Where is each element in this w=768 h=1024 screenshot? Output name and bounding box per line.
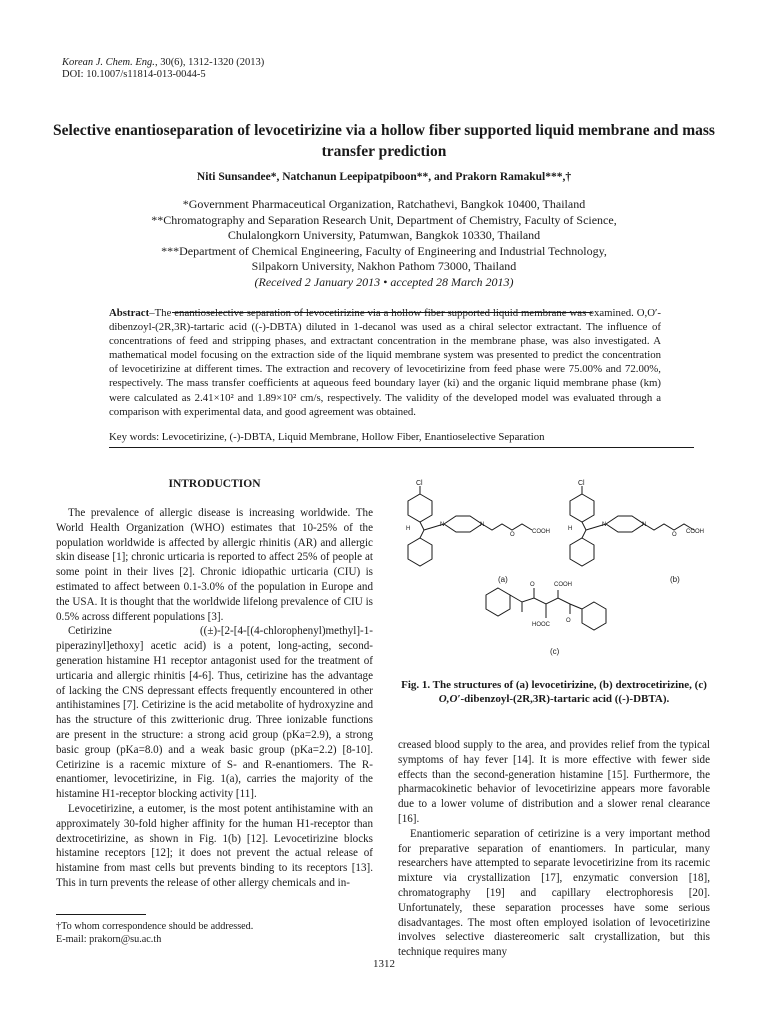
affiliation-line: Silpakorn University, Nakhon Pathom 73000, Thailand — [251, 259, 517, 273]
right-column — [398, 738, 710, 960]
footnote-correspondence: †To whom correspondence should be addressed. — [56, 921, 254, 932]
structure-dextrocetirizine — [570, 486, 694, 566]
affiliation-line: **Chromatography and Separation Research Unit, Department of Chemistry, Faculty of Science, — [151, 212, 617, 227]
caption-prefix: Fig. 1. The structures of (a) levocetirizine, (b) dextrocetirizine, (c) — [401, 679, 707, 691]
cooh-label: COOH — [554, 582, 572, 588]
paragraph: Cetirizine ((±)-[2-[4-[(4-chlorophenyl)methyl]-1-piperazinyl]ethoxy] acetic acid) is a potent, long-acting, second-generation histamine H1 receptor antagonist used for the treatment of urticaria and allergic rhinitis [4-6]. Thus, cetirizine has the advantage of lacking the CNS depressant effects frequently encountered in other antihistamines [7]. Cetirizine is the acid metabolite of hydroxyzine and has the structure of this zwitterionic drug. Three ionizable functions are present in the structure: a strong acid group (pKa=2.9), a strong basic group (pKa=8.0) and a weak basic group (pKa=2.2) [8-10]. Cetirizine is a racemic mixture of S- and R-enantiomers. The R-enantiomer, levocetirizine, in Fig. 1(a), carries the majority of the histamine H1-receptor blocking activity [11]. — [56, 625, 373, 801]
cooh-label: COOH — [532, 529, 550, 535]
figure-caption — [398, 678, 710, 706]
journal-volume: , 30(6), 1312-1320 (2013) — [154, 57, 265, 68]
caption-italic: O,O′ — [438, 693, 461, 705]
panel-b-label: (b) — [670, 575, 680, 584]
panel-c-label: (c) — [550, 647, 560, 656]
hydrogen-label: H — [568, 526, 573, 532]
oxygen-label: O — [530, 582, 535, 588]
cooh-label: COOH — [686, 529, 704, 535]
nitrogen-label: N — [480, 522, 485, 528]
abstract-text: –The enantioselective separation of levocetirizine via a hollow fiber supported liquid membrane was examined. O,O′-dibenzoyl-(2R,3R)-tartaric acid ((-)-DBTA) diluted in 1-decanol was used as a chiral selector extractant. The influence of concentrations of feed and stripping phases, and extractant concentration in the membrane phase, was also investigated. A mathematical model focusing on the extraction side of the liquid membrane system was presented to predict the concentration of levocetirizine at different times. The extraction and recovery of levocetirizine from feed phase were 75.00% and 72.00%, respectively. The mass transfer coefficients at aqueous feed boundary layer (ki) and the organic liquid membrane phase (km) were calculated as 2.41×10² and 1.89×10² cm/s, respectively. The validity of the developed model was evaluated through a comparison with experimental data, and good agreement was obtained. — [109, 307, 661, 418]
nitrogen-label: N — [642, 522, 647, 528]
doi: DOI: 10.1007/s11814-013-0044-5 — [62, 69, 206, 80]
journal-name: Korean J. Chem. Eng. — [62, 57, 155, 68]
oxygen-label: O — [510, 532, 515, 538]
abstract — [109, 306, 661, 419]
section-heading-introduction: INTRODUCTION — [168, 478, 261, 490]
chemical-structures-diagram — [398, 478, 710, 674]
abstract-label: Abstract — [109, 307, 150, 319]
caption-rest: -dibenzoyl-(2R,3R)-tartaric acid ((-)-DBTA). — [460, 693, 670, 705]
author-list: Niti Sunsandee*, Natchanun Leepipatpiboon**, and Prakorn Ramakul***,† — [196, 171, 572, 183]
journal-citation — [62, 57, 462, 81]
affiliations — [60, 197, 708, 290]
hooc-label: HOOC — [532, 622, 550, 628]
paragraph: Levocetirizine, a eutomer, is the most potent antihistamine with an approximately 30-fold higher affinity for the human H1-receptor than dextrocetirizine, as shown in Fig. 1(b) [12]. Levocetirizine blocks histamine receptors [12]; it does not prevent the actual release of histamine from mast cells but prevents binding to its receptors [13]. This in turn prevents the release of other allergy chemicals and in- — [56, 802, 373, 889]
chlorine-label: Cl — [578, 480, 585, 487]
paragraph: Enantiomeric separation of cetirizine is a very important method for preparative separation of enantiomers. In particular, many researchers have attempted to separate levocetirizine from its racemic mixture via crystallization [17], enzymatic conversion [18], chromatography [19] and capillary electrophoresis [20]. Unfortunately, these separation processes have some serious disadvantages. The most often employed isolation of levocetirizine involves selective diastereomeric salt crystallization, but this technique requires many — [398, 827, 710, 959]
left-column — [56, 506, 373, 891]
affiliation-line: Chulalongkorn University, Patumwan, Bangkok 10330, Thailand — [227, 228, 541, 242]
page-number: 1312 — [373, 958, 395, 970]
paper-title: Selective enantioseparation of levocetirizine via a hollow fiber supported liquid membrane and mass transfer prediction — [53, 122, 715, 160]
paragraph: The prevalence of allergic disease is increasing worldwide. The World Health Organization (WHO) estimates that 10-25% of the population worldwide is affected by allergic rhinitis (AR) and allergic skin disease [1]; chronic urticaria is reported to affect 25% of people at some point in their lives [2]. Chronic idiopathic urticaria (CIU) is estimated to affect between 0.1-3.0% of the population in Europe and the USA. It is thought that the worldwide lifelong prevalence of CIU is 0.5% across different populations [3]. — [56, 507, 373, 623]
hydrogen-label: H — [406, 526, 411, 532]
received-dates: (Received 2 January 2013 • accepted 28 March 2013) — [254, 274, 514, 289]
footnote-rule — [56, 914, 146, 915]
oxygen-label: O — [566, 618, 571, 624]
structure-levocetirizine — [408, 486, 532, 566]
footnote — [56, 920, 373, 946]
nitrogen-label: N — [440, 522, 445, 528]
nitrogen-label: N — [602, 522, 607, 528]
oxygen-label: O — [672, 532, 677, 538]
panel-a-label: (a) — [498, 575, 508, 584]
keywords-rule — [109, 447, 694, 448]
affiliation-line: ***Department of Chemical Engineering, Faculty of Engineering and Industrial Technology, — [161, 243, 607, 258]
chlorine-label: Cl — [416, 480, 423, 487]
keywords: Key words: Levocetirizine, (-)-DBTA, Liquid Membrane, Hollow Fiber, Enantioselective Separation — [109, 431, 545, 443]
paragraph: creased blood supply to the area, and provides relief from the typical symptoms of hay fever [14]. It is more effective with fewer side effects than the second-generation histamine [15]. Furthermore, the pharmacokinetic behavior of levocetirizine appears more favorable due to a lower volume of distribution and a slower renal clearance [16]. — [398, 739, 710, 825]
figure-1 — [398, 478, 710, 674]
affiliation-line: *Government Pharmaceutical Organization, Ratchathevi, Bangkok 10400, Thailand — [182, 197, 586, 211]
footnote-email: E-mail: prakorn@su.ac.th — [56, 934, 162, 945]
